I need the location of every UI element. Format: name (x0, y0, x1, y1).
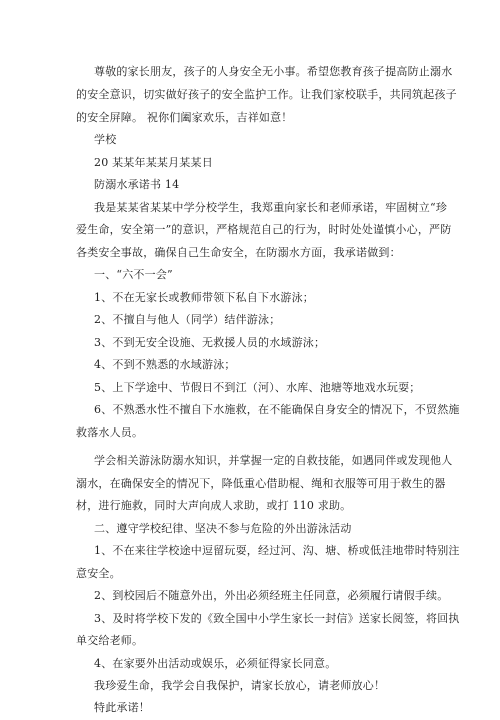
text-line: 学会相关游泳防溺水知识，并掌握一定的自救技能，如遇同伴或发现他人 (94, 454, 453, 467)
text-line: 学校 (94, 133, 117, 146)
text-line: 救落水人员。 (76, 426, 144, 439)
text-line: 我是某某省某某中学分校学生，我郑重向家长和老师承诺，牢固树立“珍 (94, 201, 448, 214)
text-line: 特此承诺！ (94, 701, 150, 714)
text-line: 4、不到不熟悉的水域游泳； (94, 358, 236, 371)
text-line: 我珍爱生命，我学会自我保护，请家长放心，请老师放心！ (94, 679, 386, 692)
text-line: 4、在家要外出活动或娱乐，必须征得家长同意。 (94, 657, 337, 670)
text-line: 5、上下学途中、节假日不到江（河）、水库、池塘等地戏水玩耍； (94, 381, 421, 394)
section-heading: 二、遵守学校纪律、坚决不参与危险的外出游泳活动 (94, 522, 352, 535)
text-line: 各类安全事故，确保自己生命安全，在防溺水方面，我承诺做到： (76, 246, 401, 259)
text-line: 的安全屏障。 祝你们阖家欢乐，吉祥如意！ (76, 111, 293, 124)
text-line: 的安全意识，切实做好孩子的安全监护工作。让我们家校联手，共同筑起孩子 (76, 88, 457, 101)
text-line: 溺水，在确保安全的情况下，降低重心借助棍、绳和衣服等可用于救生的器 (76, 477, 446, 490)
text-line: 20 某某年某某月某某日 (94, 156, 213, 169)
text-line: 意安全。 (76, 567, 121, 580)
text-line: 材，进行施救，同时大声向成人求助，或打 110 求助。 (76, 499, 352, 512)
text-line: 尊敬的家长朋友，孩子的人身安全无小事。希望您教育孩子提高防止溺水 (94, 65, 453, 78)
text-line: 3、不到无安全设施、无救援人员的水域游泳； (94, 336, 326, 349)
text-line: 单交给老师。 (76, 634, 144, 647)
text-line: 3、及时将学校下发的《致全国中小学生家长一封信》送家长阅签，将回执 (94, 612, 460, 625)
text-line: 1、不在无家长或教师带领下私自下水游泳； (94, 291, 314, 304)
text-line: 6、不熟悉水性不擅自下水施救，在不能确保自身安全的情况下，不贸然施 (94, 403, 460, 416)
text-line: 2、不擅自与他人（同学）结伴游泳； (94, 313, 281, 326)
text-line: 爱生命，安全第一”的意识，严格规范自己的行为，时时处处谨慎小心，严防 (76, 223, 452, 236)
text-line: 2、到校园后不随意外出，外出必须经班主任同意，必须履行请假手续。 (94, 589, 449, 602)
section-title: 防溺水承诺书 14 (94, 178, 180, 191)
section-heading: 一、“六不一会” (94, 268, 173, 281)
text-line: 1、不在来往学校途中逗留玩耍，经过河、沟、塘、桥或低洼地带时特别注 (94, 544, 460, 557)
